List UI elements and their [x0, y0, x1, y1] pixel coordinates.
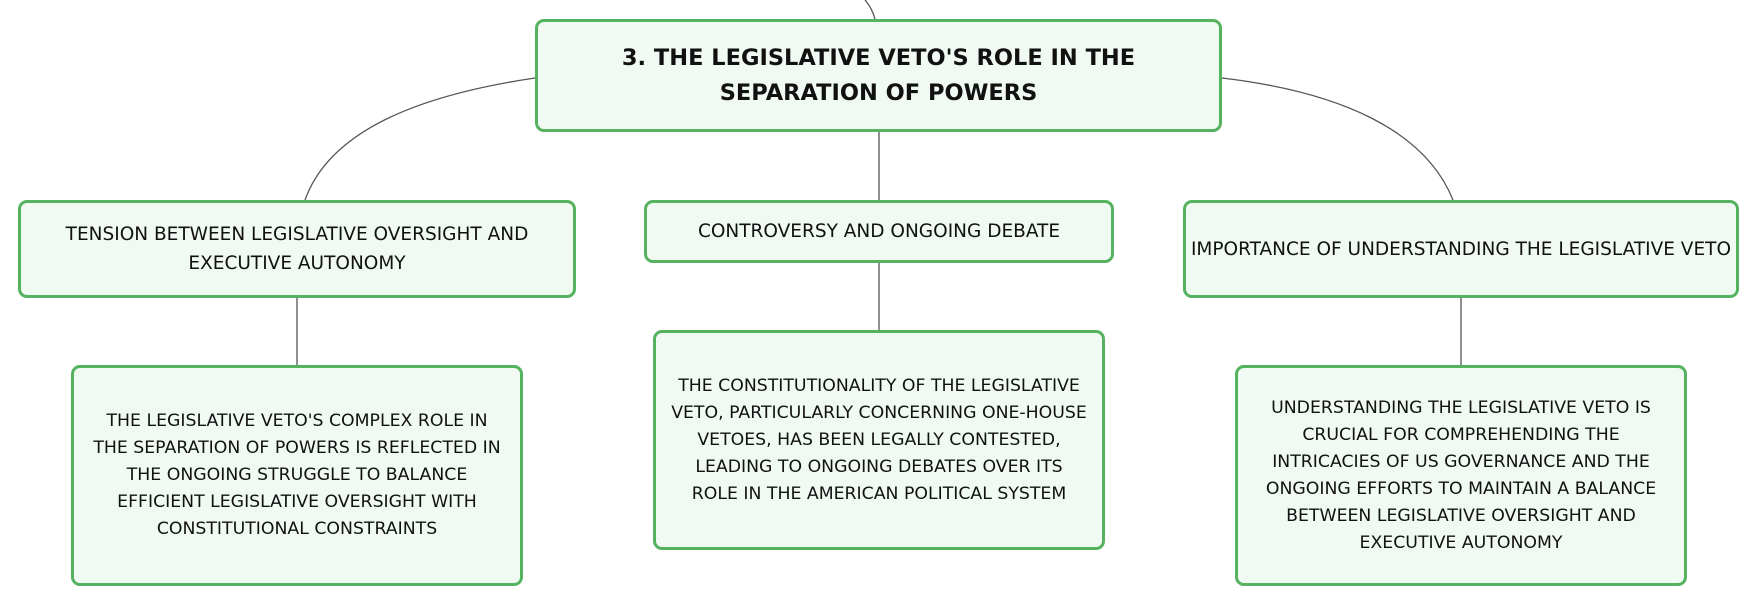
branch-node-tension[interactable] [18, 200, 576, 298]
detail-text-importance: UNDERSTANDING THE LEGISLATIVE VETO IS CRUCIAL FOR COMPREHENDING THE INTRICACIES OF US GOVERNANCE AND THE ONGOING EFFORTS TO MAINTAIN A BALANCE BETWEEN LEGISLATIVE OVERSIGHT AND EXECUTIVE AUTONOMY [1265, 397, 1657, 553]
branch-label-tension: TENSION BETWEEN LEGISLATIVE OVERSIGHT AND EXECUTIVE AUTONOMY [65, 224, 529, 274]
detail-node-controversy[interactable] [653, 330, 1105, 550]
connector-root-to-branch-3 [1222, 78, 1453, 200]
root-topic-node[interactable] [535, 19, 1222, 132]
detail-text-controversy: THE CONSTITUTIONALITY OF THE LEGISLATIVE VETO, PARTICULARLY CONCERNING ONE-HOUSE VETOES, HAS BEEN LEGALLY CONTESTED, LEADING TO ONGOING DEBATES OVER ITS ROLE IN THE AMERICAN POLITICAL SYSTEM [671, 375, 1087, 504]
branch-label-importance: IMPORTANCE OF UNDERSTANDING THE LEGISLATIVE VETO [1190, 238, 1732, 260]
root-topic-label: 3. THE LEGISLATIVE VETO'S ROLE IN THE SEPARATION OF POWERS [621, 44, 1136, 106]
branch-label-controversy: CONTROVERSY AND ONGOING DEBATE [697, 221, 1061, 242]
connector-root-to-branch-1 [305, 78, 535, 200]
branch-node-controversy[interactable] [644, 200, 1114, 263]
detail-node-tension[interactable] [71, 365, 523, 586]
detail-text-tension: THE LEGISLATIVE VETO'S COMPLEX ROLE IN THE SEPARATION OF POWERS IS REFLECTED IN THE ONGOING STRUGGLE TO BALANCE EFFICIENT LEGISLATIVE OVERSIGHT WITH CONSTITUTIONAL CONSTRAINTS [93, 411, 501, 539]
branch-node-importance[interactable] [1183, 200, 1739, 298]
detail-node-importance[interactable] [1235, 365, 1687, 586]
connector-parent-up [865, 0, 875, 19]
